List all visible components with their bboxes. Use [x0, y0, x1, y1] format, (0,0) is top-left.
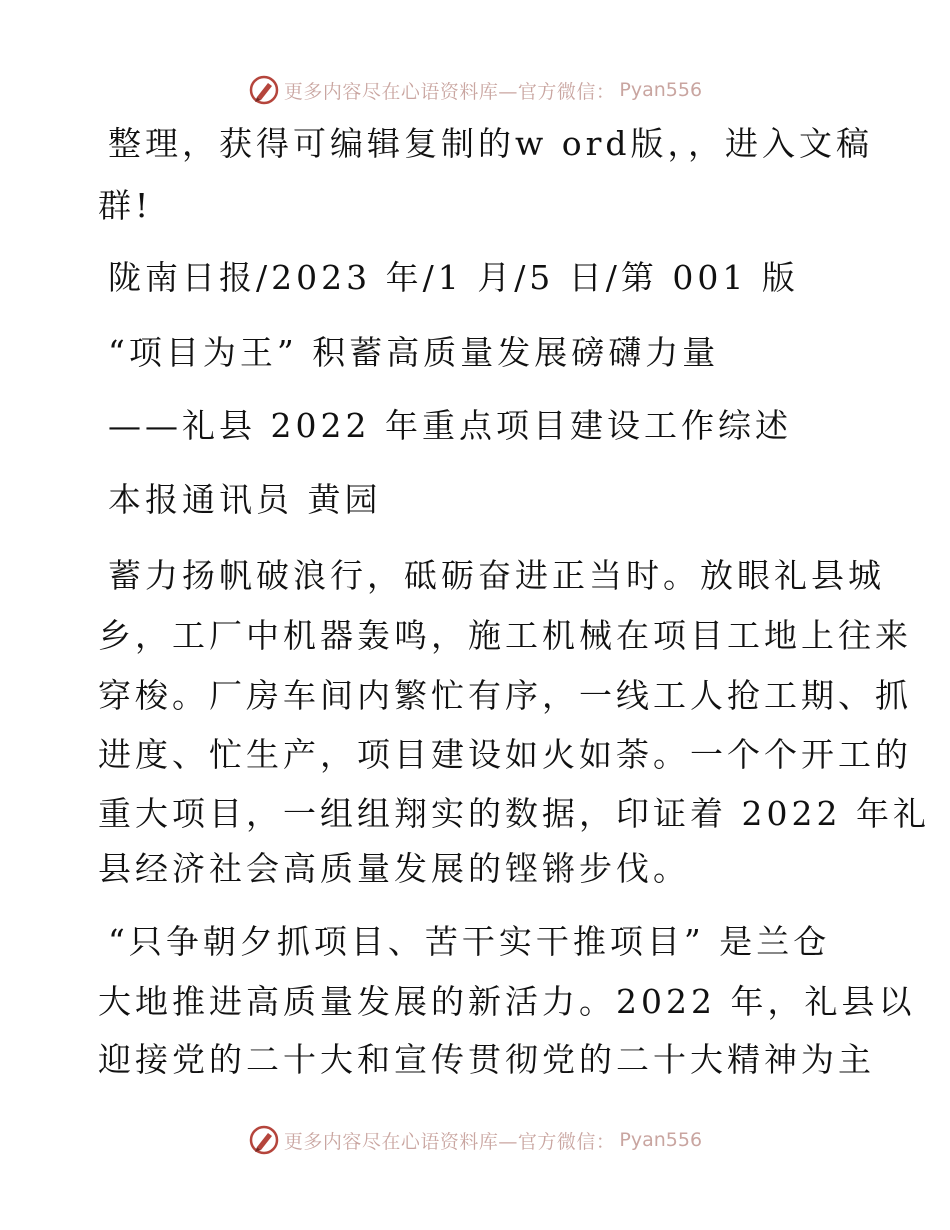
paragraph-line: 乡，工厂中机器轰鸣，施工机械在项目工地上往来 — [98, 616, 912, 655]
paragraph-line: 迎接党的二十大和宣传贯彻党的二十大精神为主 — [98, 1040, 875, 1079]
watermark-footer — [0, 1120, 950, 1160]
paragraph-line: 重大项目，一组组翔实的数据，印证着 2022 年礼 — [98, 794, 930, 833]
paragraph-line: 进度、忙生产，项目建设如火如荼。一个个开工的 — [98, 735, 912, 774]
pen-circle-logo-icon — [248, 74, 280, 106]
byline: 本报通讯员 黄园 — [108, 480, 382, 519]
paragraph-line: 大地推进高质量发展的新活力。2022 年，礼县以 — [98, 982, 916, 1021]
paragraph-line: 县经济社会高质量发展的铿锵步伐。 — [98, 849, 690, 888]
paragraph-line: 蓄力扬帆破浪行，砥砺奋进正当时。放眼礼县城 — [108, 556, 885, 595]
article-title: “项目为王” 积蓄高质量发展磅礴力量 — [108, 333, 720, 372]
paragraph-line: “只争朝夕抓项目、苦干实干推项目” 是兰仓 — [108, 922, 831, 961]
watermark-header — [0, 70, 950, 110]
article-subtitle: ——礼县 2022 年重点项目建设工作综述 — [108, 406, 792, 445]
paragraph-line: 穿梭。厂房车间内繁忙有序，一线工人抢工期、抓 — [98, 676, 912, 715]
dateline: 陇南日报/2023 年/1 月/5 日/第 001 版 — [108, 258, 799, 297]
watermark-wechat-id: Pyan556 — [619, 1129, 703, 1151]
watermark-wechat-id: Pyan556 — [619, 79, 703, 101]
watermark-text: 更多内容尽在心语资料库—官方微信： — [283, 80, 616, 103]
text-line: 整理，获得可编辑复制的w ord版，，进入文稿 — [108, 124, 874, 163]
pen-circle-logo-icon — [248, 1124, 280, 1156]
text-line: 群! — [98, 186, 153, 225]
watermark-text: 更多内容尽在心语资料库—官方微信： — [283, 1130, 616, 1153]
